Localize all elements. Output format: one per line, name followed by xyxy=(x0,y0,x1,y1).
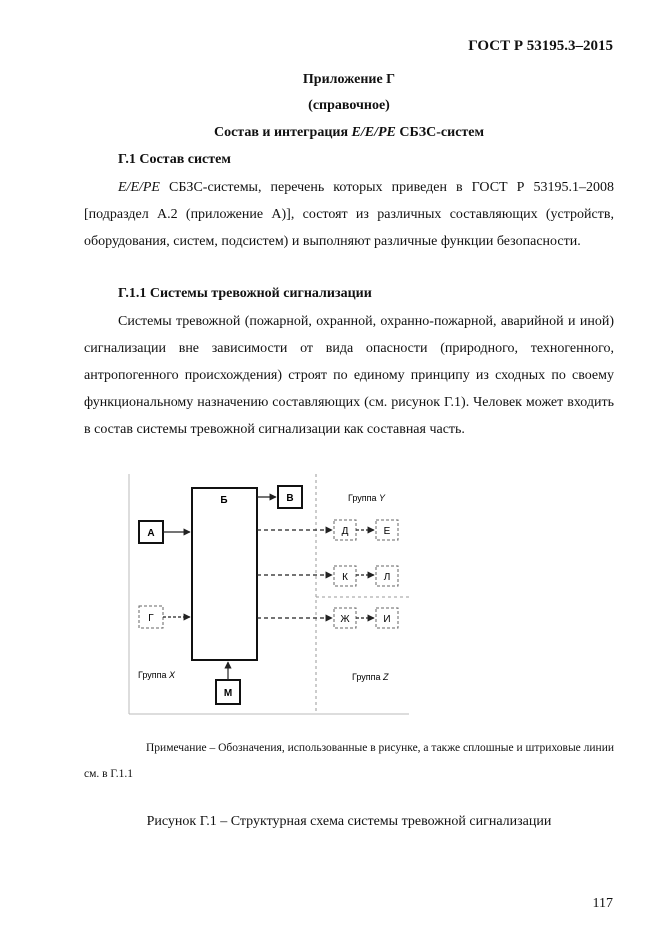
block-l xyxy=(376,566,398,586)
group-x-letter: X xyxy=(169,670,176,680)
block-d-label: Д xyxy=(341,526,349,537)
block-b xyxy=(192,488,257,660)
block-m-label: М xyxy=(223,688,233,699)
structure-diagram xyxy=(126,474,410,716)
block-e xyxy=(376,520,398,540)
section-heading-g1: Г.1 Состав систем xyxy=(118,152,231,167)
group-z-word: Группа xyxy=(352,672,381,682)
block-k-label: К xyxy=(342,572,348,583)
block-g xyxy=(139,606,163,628)
section-heading-g11: Г.1.1 Системы тревожной сигнализации xyxy=(118,286,372,301)
block-zh-label: Ж xyxy=(340,614,350,625)
appendix-heading-rest: СБЗС-систем xyxy=(395,125,485,140)
group-y-word: Группа xyxy=(348,493,377,503)
appendix-heading-prefix: Состав и интеграция xyxy=(213,125,352,140)
block-a-label: А xyxy=(147,528,155,539)
block-m xyxy=(216,680,240,704)
appendix-heading-italic: E/E/PE xyxy=(351,125,396,140)
block-a xyxy=(139,521,163,543)
block-v xyxy=(278,486,302,508)
block-d xyxy=(334,520,356,540)
block-b-label: Б xyxy=(220,495,228,506)
group-x-label xyxy=(138,670,176,680)
appendix-heading xyxy=(84,125,614,141)
block-i-label: И xyxy=(383,614,391,625)
group-z-label xyxy=(352,672,389,682)
block-v-label: В xyxy=(286,493,294,504)
paragraph-italic-term: E/E/PE xyxy=(118,180,160,195)
block-zh xyxy=(334,608,356,628)
document-header: ГОСТ Р 53195.3–2015 xyxy=(468,38,613,54)
section-paragraph-g1 xyxy=(84,174,614,255)
paragraph-body: СБЗС-системы, перечень которых приведен в ГОСТ Р 53195.1–2008 [подраздел А.2 (приложение А)], состоят из различных составляющих (устройств, оборудования, систем, подсистем) и выполняют различные функции безопасности. xyxy=(84,180,614,249)
figure-note: Примечание – Обозначения, использованные в рисунке, а также сплошные и штриховые линии см. в Г.1.1 xyxy=(84,742,615,780)
group-y-label xyxy=(348,493,386,503)
block-g-label: Г xyxy=(148,613,154,624)
block-l-label: Л xyxy=(383,572,391,583)
appendix-title: Приложение Г xyxy=(302,72,396,87)
section-paragraph-g11: Системы тревожной (пожарной, охранной, охранно-пожарной, аварийной и иной) сигнализации вне зависимости от вида опасности (природного, техногенного, антропогенного происхождения) строят по единому принципу из сходных по своему функциональному назначению составляющих (см. рисунок Г.1). Человек может входить в состав системы тревожной сигнализации как составная часть. xyxy=(84,314,614,437)
block-i xyxy=(376,608,398,628)
appendix-kind: (справочное) xyxy=(308,98,390,113)
block-e-label: Е xyxy=(383,526,391,537)
page-number: 117 xyxy=(592,896,613,911)
figure-caption: Рисунок Г.1 – Структурная схема системы тревожной сигнализации xyxy=(146,814,552,829)
group-x-word: Группа xyxy=(138,670,167,680)
group-z-letter: Z xyxy=(383,672,389,682)
block-k xyxy=(334,566,356,586)
group-y-letter: Y xyxy=(379,493,386,503)
